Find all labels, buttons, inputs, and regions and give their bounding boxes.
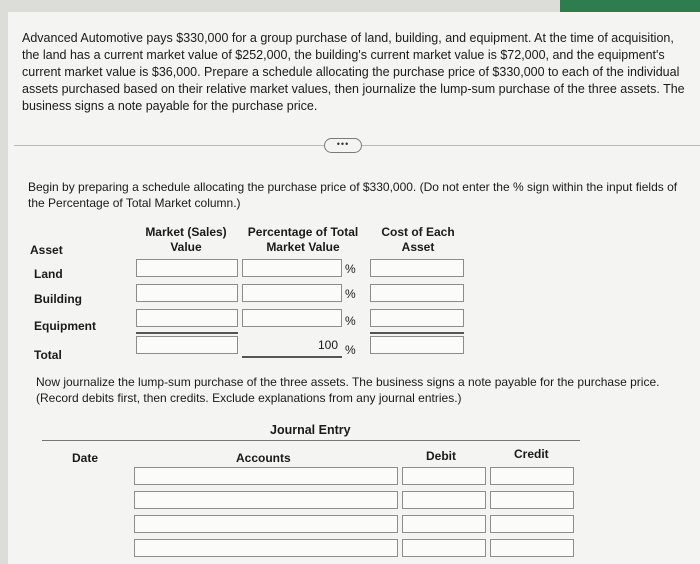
header-market-value: Market (Sales) Value xyxy=(145,225,227,254)
journal-row-1-debit-input[interactable] xyxy=(402,467,486,485)
journal-row-4-credit-input[interactable] xyxy=(490,539,574,557)
journal-row-2-account-input[interactable] xyxy=(134,491,398,509)
total-market-value-input[interactable] xyxy=(136,336,238,354)
equipment-cost-input[interactable] xyxy=(370,309,464,327)
land-percentage-input[interactable] xyxy=(242,259,342,277)
land-percent-sign: % xyxy=(345,262,356,276)
row-label-equipment: Equipment xyxy=(34,319,96,333)
percentage-total-rule xyxy=(242,356,342,358)
journal-row-3-credit-input[interactable] xyxy=(490,515,574,533)
journal-header-accounts: Accounts xyxy=(236,451,291,465)
cost-total-rule xyxy=(370,332,464,334)
land-market-value-input[interactable] xyxy=(136,259,238,277)
journal-instructions: Now journalize the lump-sum purchase of the three assets. The business signs a note payable for the purchase price. (Record debits first, then credits. Exclude explanations from any journal entries.) xyxy=(36,375,660,405)
journal-header-rule xyxy=(42,440,580,441)
journal-row-1-account-input[interactable] xyxy=(134,467,398,485)
journal-row-4-account-input[interactable] xyxy=(134,539,398,557)
journal-row-2-debit-input[interactable] xyxy=(402,491,486,509)
journal-row-1-credit-input[interactable] xyxy=(490,467,574,485)
show-more-button[interactable]: ••• xyxy=(324,138,362,153)
building-percent-sign: % xyxy=(345,287,356,301)
total-percentage-value: 100 xyxy=(318,338,339,352)
header-cost-each-asset: Cost of Each Asset xyxy=(381,225,455,254)
building-market-value-input[interactable] xyxy=(136,284,238,302)
land-cost-input[interactable] xyxy=(370,259,464,277)
equipment-market-value-input[interactable] xyxy=(136,309,238,327)
problem-statement: Advanced Automotive pays $330,000 for a group purchase of land, building, and equipment. At the time of acquisition, the land has a current market value of $252,000, the building's current market value is $72,000, and the equipment's current market value is $36,000. Prepare a schedule allocating the purchase price of $330,000 to each of the individual assets purchased based on their relative market values, then journalize the lump-sum purchase of the three assets. The business signs a note payable for the purchase price. xyxy=(22,31,685,113)
equipment-percent-sign: % xyxy=(345,314,356,328)
row-label-building: Building xyxy=(34,292,82,306)
schedule-instructions: Begin by preparing a schedule allocating the purchase price of $330,000. (Do not enter the % sign within the input fields of the Percentage of Total Market column.) xyxy=(28,180,678,210)
header-percentage-total: Percentage of Total Market Value xyxy=(247,225,359,254)
total-cost-input[interactable] xyxy=(370,336,464,354)
journal-row-4-debit-input[interactable] xyxy=(402,539,486,557)
row-label-land: Land xyxy=(34,267,63,281)
building-cost-input[interactable] xyxy=(370,284,464,302)
equipment-percentage-input[interactable] xyxy=(242,309,342,327)
header-asset: Asset xyxy=(30,243,63,257)
building-percentage-input[interactable] xyxy=(242,284,342,302)
total-percent-sign: % xyxy=(345,343,356,357)
row-label-total: Total xyxy=(34,348,62,362)
journal-row-3-account-input[interactable] xyxy=(134,515,398,533)
problem-page xyxy=(8,12,700,564)
journal-header-date: Date xyxy=(72,451,99,465)
journal-row-2-credit-input[interactable] xyxy=(490,491,574,509)
journal-row-3-debit-input[interactable] xyxy=(402,515,486,533)
journal-header-credit: Credit xyxy=(514,447,549,461)
market-total-rule xyxy=(136,332,238,334)
journal-header-debit: Debit xyxy=(426,449,456,463)
journal-entry-title: Journal Entry xyxy=(270,423,351,437)
